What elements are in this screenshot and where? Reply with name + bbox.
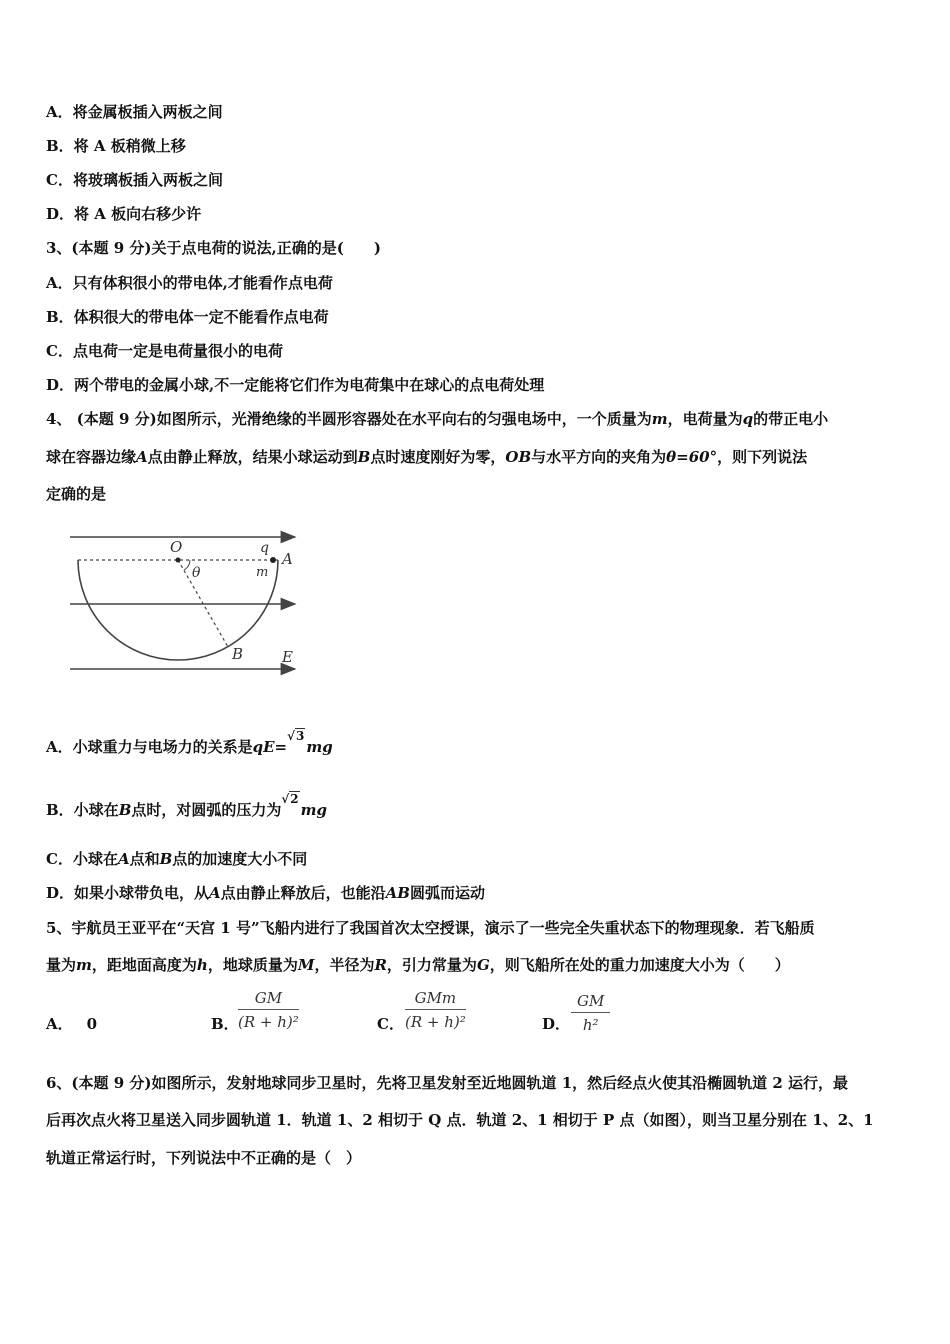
theta-arc (184, 560, 190, 570)
label-O: O (170, 538, 183, 556)
q5-option-d-fraction: $\frac{GM}{\text{h²}}$ (571, 992, 610, 1034)
label-q: q (260, 540, 269, 556)
q5-stem-line2: 量为m，距地面高度为h，地球质量为M，半径为R，引力常量为G，则飞船所在处的重力加速度大小为（ ） (46, 956, 790, 974)
q4-option-d: D．如果小球带负电，从A点由静止释放后，也能沿AB圆弧而运动 (46, 884, 486, 902)
q2-option-c: C．将玻璃板插入两板之间 (46, 171, 223, 189)
q4-option-a: A．小球重力与电场力的关系是qE=√3mg (46, 737, 333, 758)
q6-stem-line1: 6、(本题 9 分)如图所示，发射地球同步卫星时，先将卫星发射至近地圆轨道 1，然后经点火使其沿椭圆轨道 2 运行，最 (46, 1074, 849, 1092)
semicircle-container (78, 560, 278, 660)
q3-stem: 3、(本题 9 分)关于点电荷的说法,正确的是( ) (46, 239, 381, 257)
label-m: m (256, 565, 269, 580)
q5-option-c-label: C． (377, 1015, 404, 1033)
sqrt-2: √2 (281, 792, 299, 806)
q5-option-b-fraction: $\frac{GM}{\text{(R + h)²}}$ (238, 989, 299, 1031)
q3-option-d: D．两个带电的金属小球,不一定能将它们作为电荷集中在球心的点电荷处理 (46, 376, 545, 394)
q2-option-a: A．将金属板插入两板之间 (46, 103, 223, 121)
q3-option-c: C．点电荷一定是电荷量很小的电荷 (46, 342, 283, 360)
ball-A (270, 557, 276, 563)
point-O (176, 558, 181, 563)
q2-option-b: B．将 A 板稍微上移 (46, 137, 186, 155)
label-theta: θ (192, 565, 201, 581)
q5-option-b-label: B． (211, 1015, 239, 1033)
q5-option-a: A． 0 (46, 1015, 98, 1033)
q4-stem-line1: 4、 (本题 9 分)如图所示，光滑绝缘的半圆形容器处在水平向右的匀强电场中，一个质量为m，电荷量为q的带正电小 (46, 410, 829, 428)
q5-option-c-fraction: GMm (R + h)² (405, 989, 466, 1031)
q4-stem-line2: 球在容器边缘A点由静止释放，结果小球运动到B点时速度刚好为零，OB与水平方向的夹角为θ=60°，则下列说法 (46, 448, 808, 466)
q4-option-b: B．小球在B点时，对圆弧的压力为√2mg (46, 800, 327, 821)
label-E: E (282, 648, 293, 666)
q6-stem-line3: 轨道正常运行时，下列说法中不正确的是（ ） (46, 1149, 362, 1167)
q4-stem-line3: 定确的是 (46, 485, 107, 503)
label-B: B (232, 645, 244, 663)
q6-stem-line2: 后再次点火将卫星送入同步圆轨道 1．轨道 1、2 相切于 Q 点．轨道 2、1 相切于 P 点（如图），则当卫星分别在 1、2、1 (46, 1111, 874, 1129)
q3-option-a: A．只有体积很小的带电体,才能看作点电荷 (46, 274, 333, 292)
q5-option-d-label: D． (542, 1015, 571, 1033)
q5-stem-line1: 5、宇航员王亚平在“天宫 1 号”飞船内进行了我国首次太空授课，演示了一些完全失重状态下的物理现象．若飞船质 (46, 919, 815, 937)
q2-option-d: D．将 A 板向右移少许 (46, 205, 202, 223)
q4-figure (60, 522, 310, 682)
label-A: A (282, 550, 293, 568)
q4-option-c: C．小球在A点和B点的加速度大小不同 (46, 850, 308, 868)
sqrt-3: √3 (287, 729, 305, 743)
q3-option-b: B．体积很大的带电体一定不能看作点电荷 (46, 308, 329, 326)
